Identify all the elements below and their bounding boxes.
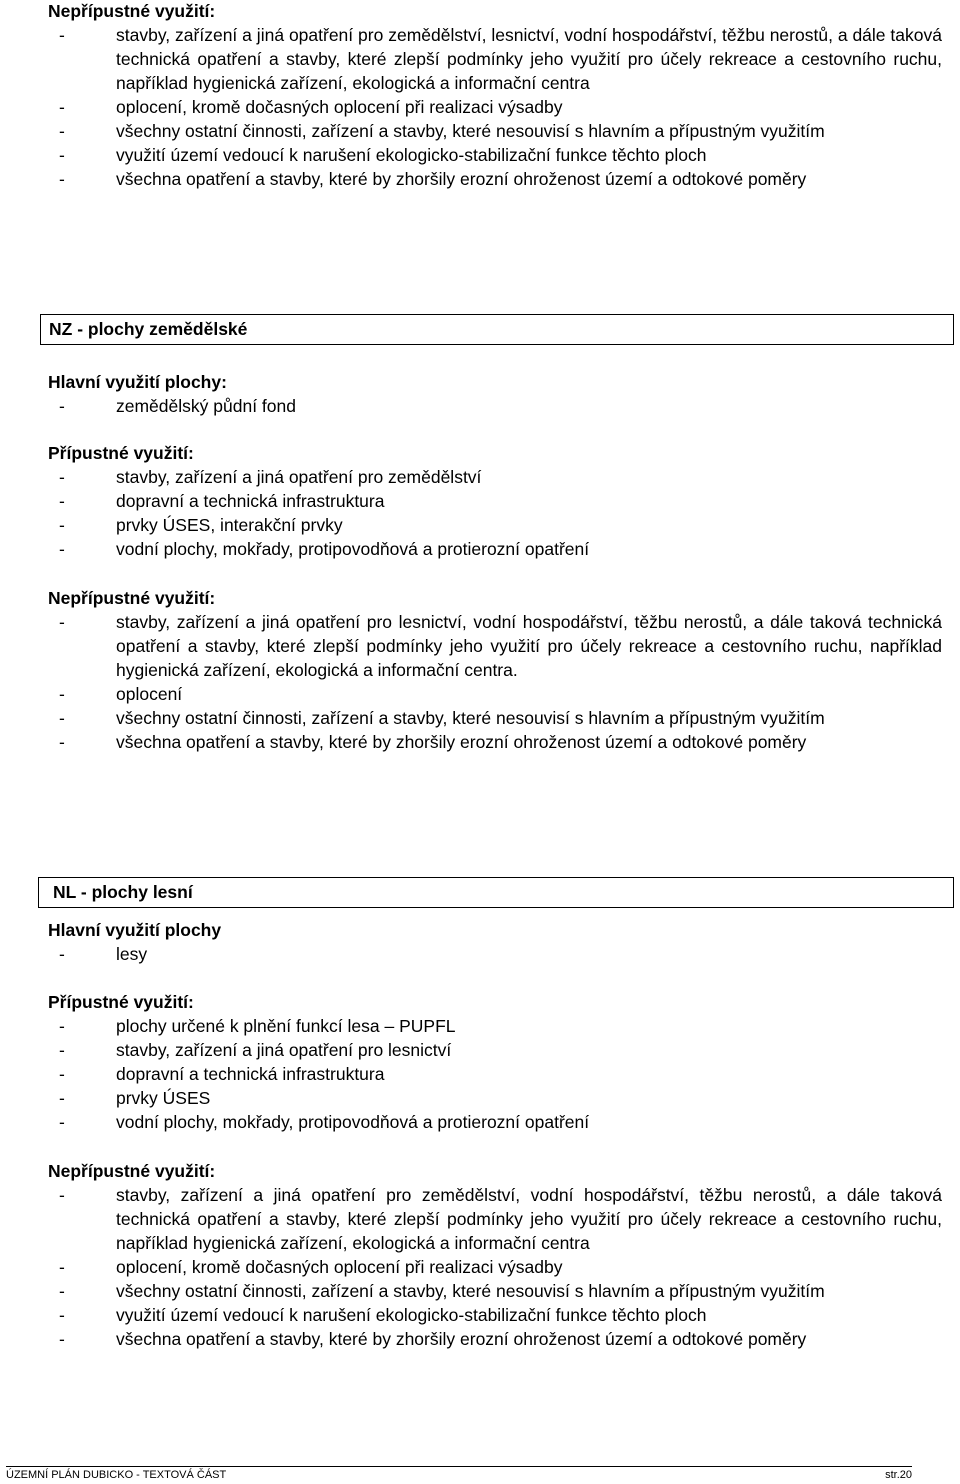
list-item: - vodní plochy, mokřady, protipovodňová a protierozní opatření (48, 1110, 942, 1134)
list-item: - všechny ostatní činnosti, zařízení a stavby, které nesouvisí s hlavním a přípustným využitím (48, 1279, 942, 1303)
section-title-nz: NZ - plochy zemědělské (40, 314, 954, 345)
list-item: - stavby, zařízení a jiná opatření pro zemědělství (48, 465, 942, 489)
list-item: - oplocení (48, 682, 942, 706)
list-item: - oplocení, kromě dočasných oplocení při realizaci výsadby (48, 95, 942, 119)
allowed-use-heading: Přípustné využití: (48, 992, 194, 1012)
list-item: - prvky ÚSES, interakční prvky (48, 513, 942, 537)
allowed-use-list (48, 465, 942, 561)
forbidden-use-list (48, 610, 942, 754)
list-item: - stavby, zařízení a jiná opatření pro zemědělství, lesnictví, vodní hospodářství, těžbu nerostů, a dále taková technická opatření a stavby, které zlepší podmínky jeho využití pro účely rekreace a cestovního ruchu, například hygienická zařízení, ekologická a informační centra (48, 23, 942, 95)
list-item: - všechny ostatní činnosti, zařízení a stavby, které nesouvisí s hlavním a přípustným využitím (48, 119, 942, 143)
main-use-list (48, 942, 942, 966)
page-number: str.20 (885, 1469, 912, 1481)
list-item: - využití území vedoucí k narušení ekologicko-stabilizační funkce těchto ploch (48, 143, 942, 167)
main-use-heading: Hlavní využití plochy: (48, 372, 227, 392)
list-item: - všechna opatření a stavby, které by zhoršily erozní ohroženost území a odtokové poměry (48, 1327, 942, 1351)
footer-document-title: ÚZEMNÍ PLÁN DUBICKO - TEXTOVÁ ČÁST (6, 1469, 227, 1481)
list-item: - prvky ÚSES (48, 1086, 942, 1110)
list-item: - využití území vedoucí k narušení ekologicko-stabilizační funkce těchto ploch (48, 1303, 942, 1327)
forbidden-use-heading: Nepřípustné využití: (48, 1161, 216, 1181)
list-item: - stavby, zařízení a jiná opatření pro lesnictví (48, 1038, 942, 1062)
allowed-use-heading: Přípustné využití: (48, 443, 194, 463)
list-item: - oplocení, kromě dočasných oplocení při realizaci výsadby (48, 1255, 942, 1279)
forbidden-use-heading: Nepřípustné využití: (48, 588, 216, 608)
forbidden-use-list (48, 23, 942, 191)
list-item: - dopravní a technická infrastruktura (48, 1062, 942, 1086)
list-item: - všechny ostatní činnosti, zařízení a stavby, které nesouvisí s hlavním a přípustným využitím (48, 706, 942, 730)
forbidden-use-heading: Nepřípustné využití: (48, 1, 216, 21)
allowed-use-list (48, 1014, 942, 1134)
main-use-heading: Hlavní využití plochy (48, 920, 222, 940)
main-use-list (48, 394, 942, 418)
list-item: - plochy určené k plnění funkcí lesa – PUPFL (48, 1014, 942, 1038)
list-item: - stavby, zařízení a jiná opatření pro lesnictví, vodní hospodářství, těžbu nerostů, a dále taková technická opatření a stavby, které zlepší podmínky jeho využití pro účely rekreace a cestovního ruchu, například hygienická zařízení, ekologická a informační centra. (48, 610, 942, 682)
forbidden-use-list (48, 1183, 942, 1351)
list-item: - všechna opatření a stavby, které by zhoršily erozní ohroženost území a odtokové poměry (48, 730, 942, 754)
list-item: - vodní plochy, mokřady, protipovodňová a protierozní opatření (48, 537, 942, 561)
list-item: - dopravní a technická infrastruktura (48, 489, 942, 513)
list-item: - zemědělský půdní fond (48, 394, 942, 418)
page-footer (6, 1466, 912, 1481)
section-title-nl: NL - plochy lesní (38, 877, 954, 908)
list-item: - všechna opatření a stavby, které by zhoršily erozní ohroženost území a odtokové poměry (48, 167, 942, 191)
list-item: - stavby, zařízení a jiná opatření pro zemědělství, vodní hospodářství, těžbu nerostů, a dále taková technická opatření a stavby, které zlepší podmínky jeho využití pro účely rekreace a cestovního ruchu, například hygienická zařízení, ekologická a informační centra (48, 1183, 942, 1255)
list-item: - lesy (48, 942, 942, 966)
